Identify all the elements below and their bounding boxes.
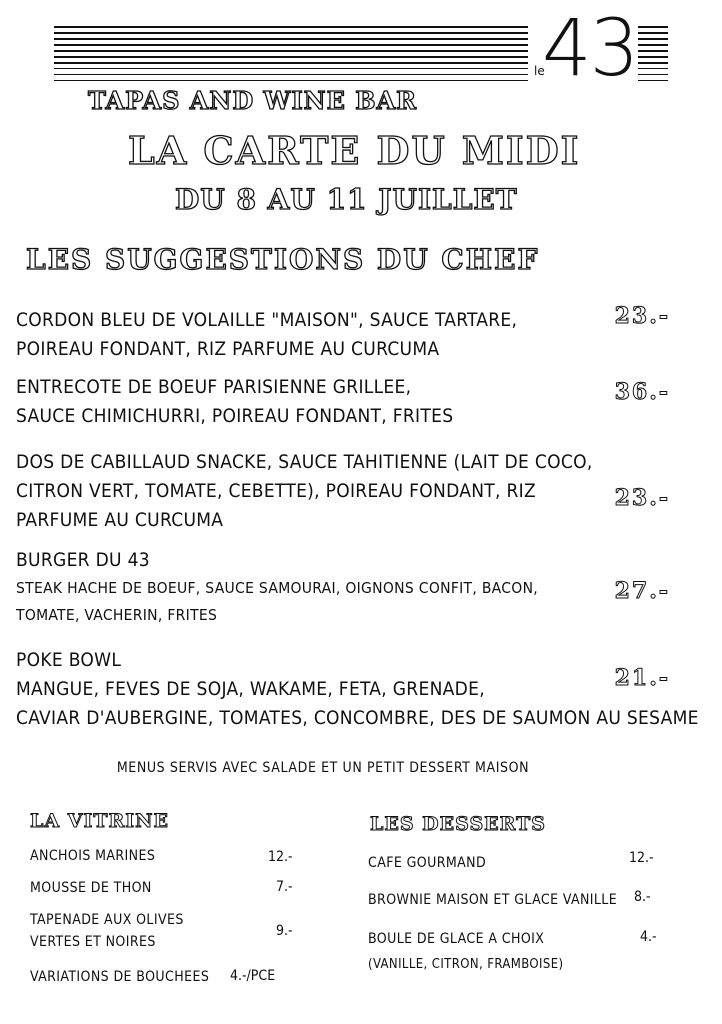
dessert-item: [368, 928, 563, 976]
item-line: ENTRECOTE DE BOEUF PARISIENNE GRILLEE,: [16, 376, 412, 398]
header-lines-left: [54, 26, 528, 86]
logo-le: le: [534, 64, 545, 78]
chef-item-price: 23.-: [614, 485, 670, 511]
chef-item-price: 36.-: [614, 379, 670, 405]
item-line: VARIATIONS DE BOUCHEES: [30, 969, 210, 985]
item-line: (VANILLE, CITRON, FRAMBOISE): [368, 957, 564, 972]
chef-item-burger: [16, 546, 538, 629]
vitrine-item-price: 12.-: [268, 849, 293, 865]
item-line: BOULE DE GLACE A CHOIX: [368, 931, 545, 947]
vitrine-item-price: 7.-: [276, 879, 293, 895]
item-line: STEAK HACHE DE BOEUF, SAUCE SAMOURAI, OIGNONS CONFIT, BACON,: [16, 579, 539, 597]
chef-item-entrecote: [16, 373, 453, 431]
vitrine-item: [30, 845, 155, 867]
item-line: POKE BOWL: [16, 649, 122, 671]
vitrine-item-price: 4.-/PCE: [230, 968, 276, 984]
page-title: LA CARTE DU MIDI: [128, 128, 581, 173]
header-lines-right: [638, 26, 668, 86]
item-line: CITRON VERT, TOMATE, CEBETTE), POIREAU FONDANT, RIZ: [16, 480, 536, 502]
vitrine-heading: LA VITRINE: [30, 810, 170, 832]
vitrine-item: [30, 909, 184, 953]
vitrine-item: [30, 877, 152, 899]
item-line: DOS DE CABILLAUD SNACKE, SAUCE TAHITIENNE (LAIT DE COCO,: [16, 451, 593, 473]
vitrine-item: [30, 966, 209, 988]
item-line: TOMATE, VACHERIN, FRITES: [16, 606, 218, 624]
item-line: CORDON BLEU DE VOLAILLE "MAISON", SAUCE TARTARE,: [16, 309, 518, 331]
dessert-item: [368, 889, 617, 911]
item-line: TAPENADE AUX OLIVES: [30, 912, 184, 928]
chef-item-price: 23.-: [614, 303, 670, 329]
item-line: BROWNIE MAISON ET GLACE VANILLE: [368, 892, 618, 908]
tagline: TAPAS AND WINE BAR: [88, 86, 418, 115]
dessert-item-price: 8.-: [634, 889, 651, 905]
chef-item-price: 27.-: [614, 578, 670, 604]
menu-dates: DU 8 AU 11 JUILLET: [175, 183, 518, 216]
item-line: CAFE GOURMAND: [368, 855, 487, 871]
desserts-heading: LES DESSERTS: [370, 813, 546, 835]
item-line: BURGER DU 43: [16, 549, 150, 571]
chef-item-poke-bowl: [16, 646, 699, 733]
item-line: POIREAU FONDANT, RIZ PARFUME AU CURCUMA: [16, 338, 440, 360]
chef-item-cabillaud: [16, 448, 593, 535]
logo-number: 43: [542, 4, 638, 94]
item-line: MOUSSE DE THON: [30, 880, 152, 896]
vitrine-item-price: 9.-: [276, 923, 293, 939]
logo: [532, 4, 638, 94]
dessert-item-price: 4.-: [640, 929, 657, 945]
item-line: VERTES ET NOIRES: [30, 934, 156, 950]
menu-note: MENUS SERVIS AVEC SALADE ET UN PETIT DESSERT MAISON: [116, 760, 530, 776]
item-line: SAUCE CHIMICHURRI, POIREAU FONDANT, FRITES: [16, 405, 454, 427]
item-line: MANGUE, FEVES DE SOJA, WAKAME, FETA, GRENADE,: [16, 678, 485, 700]
dessert-item-price: 12.-: [629, 850, 654, 866]
chef-item-cordon-bleu: [16, 306, 517, 364]
chef-item-price: 21.-: [614, 665, 670, 691]
item-line: ANCHOIS MARINES: [30, 848, 156, 864]
item-line: PARFUME AU CURCUMA: [16, 509, 224, 531]
dessert-item: [368, 852, 486, 874]
chef-suggestions-heading: LES SUGGESTIONS DU CHEF: [26, 243, 540, 276]
item-line: CAVIAR D'AUBERGINE, TOMATES, CONCOMBRE, DES DE SAUMON AU SESAME: [16, 707, 699, 729]
